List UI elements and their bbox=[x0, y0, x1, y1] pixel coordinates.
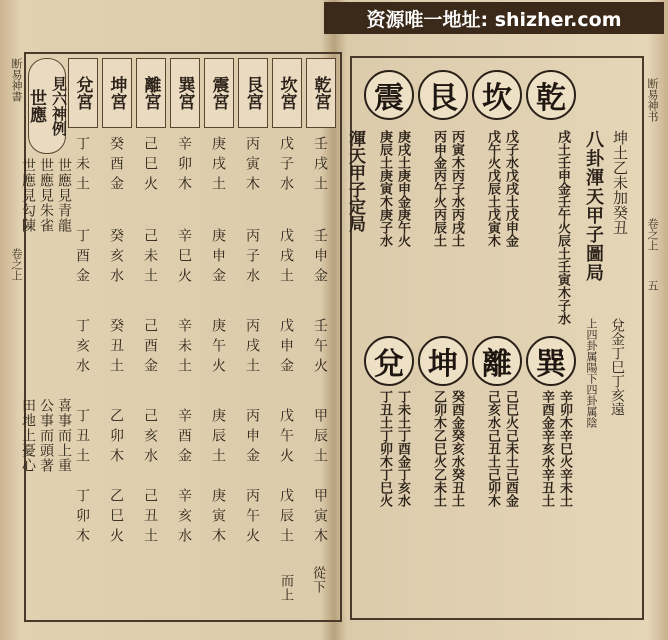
header-gen-label: 艮宮 bbox=[242, 76, 263, 110]
watermark-text: 资源唯一地址: shizher.com bbox=[366, 8, 622, 31]
dui-column-5: 丁卯木 bbox=[74, 488, 90, 548]
kun-column-1: 癸酉金 bbox=[108, 136, 124, 196]
header-li-label: 離宮 bbox=[140, 76, 161, 110]
qian-column-3: 壬午火 bbox=[312, 318, 328, 378]
qian-column-4: 甲辰土 bbox=[312, 408, 328, 468]
header-zhen-palace bbox=[204, 58, 234, 128]
kun-column-5: 乙巳火 bbox=[108, 488, 124, 548]
shi-ying-row-3: 世應見勾陳 bbox=[20, 158, 36, 233]
right-page bbox=[344, 18, 662, 630]
footer-right: 從下 bbox=[310, 566, 325, 594]
kun-column-4: 乙卯木 bbox=[108, 408, 124, 468]
qian-line-1: 坤土乙未加癸丑 bbox=[611, 130, 629, 235]
zhen-column-4: 庚辰土 bbox=[210, 408, 226, 468]
zhen-line-1: 庚戌土庚申金庚午火 bbox=[395, 130, 410, 247]
kun-column-2: 癸亥水 bbox=[108, 228, 124, 288]
left-page bbox=[8, 18, 338, 630]
dui-line-1: 丁未土丁酉金丁亥水 bbox=[395, 390, 410, 507]
header-kun-palace bbox=[102, 58, 132, 128]
gen-column-2: 丙子水 bbox=[244, 228, 260, 288]
yi-row-2: 公事而頭著 bbox=[38, 398, 54, 473]
kan-column-2: 戊戌土 bbox=[278, 228, 294, 288]
trigram-zhen-label: 震 bbox=[374, 81, 404, 116]
li-line-1: 己巳火己未土己酉金 bbox=[503, 390, 518, 507]
kan-column-4: 戊午火 bbox=[278, 408, 294, 468]
header-kun-label: 坤宮 bbox=[106, 76, 127, 110]
dui-column-1: 丁未土 bbox=[74, 136, 90, 196]
trigram-zhen bbox=[364, 70, 414, 120]
header-zhen-label: 震宮 bbox=[208, 76, 229, 110]
dui-column-4: 丁丑土 bbox=[74, 408, 90, 468]
xun-line-1: 辛卯木辛巳火辛未土 bbox=[557, 390, 572, 507]
qian-line-2: 戌土壬申金壬午火辰土壬寅木子水 bbox=[555, 130, 570, 325]
right-margin-volume: 卷之上 bbox=[646, 218, 659, 251]
footer-left: 而上 bbox=[278, 574, 293, 602]
gen-line-2: 丙申金丙午火丙辰土 bbox=[431, 130, 446, 247]
right-margin-title: 断易神书 bbox=[646, 78, 659, 122]
xun-line-2: 辛酉金辛亥水辛丑土 bbox=[539, 390, 554, 507]
gen-column-4: 丙申金 bbox=[244, 408, 260, 468]
dui-note: 兌金丁巳丁亥遠 bbox=[609, 318, 625, 416]
zhen-column-2: 庚申金 bbox=[210, 228, 226, 288]
dui-column-2: 丁酉金 bbox=[74, 228, 90, 288]
trigram-gen bbox=[418, 70, 468, 120]
xun-column-4: 辛酉金 bbox=[176, 408, 192, 468]
header-shi-ying bbox=[28, 58, 66, 154]
trigram-qian bbox=[526, 70, 576, 120]
qian-column-2: 壬申金 bbox=[312, 228, 328, 288]
li-column-4: 己亥水 bbox=[142, 408, 158, 468]
trigram-xun-label: 巽 bbox=[536, 347, 566, 382]
trigram-li bbox=[472, 336, 522, 386]
trigram-qian-label: 乾 bbox=[536, 81, 566, 116]
kan-column-5: 戊辰土 bbox=[278, 488, 294, 548]
qian-column-5: 甲寅木 bbox=[312, 488, 328, 548]
header-dui-palace bbox=[68, 58, 98, 128]
header-kan-palace bbox=[272, 58, 302, 128]
li-line-2: 己亥水己丑土己卯木 bbox=[485, 390, 500, 507]
kan-line-2: 戊午火戊辰土戊寅木 bbox=[485, 130, 500, 247]
trigram-dui bbox=[364, 336, 414, 386]
header-qian-label: 乾宮 bbox=[310, 76, 331, 110]
li-column-5: 己丑土 bbox=[142, 488, 158, 548]
shi-ying-row-2: 世應見朱雀 bbox=[38, 158, 54, 233]
zhen-column-5: 庚寅木 bbox=[210, 488, 226, 548]
li-column-3: 己酉金 bbox=[142, 318, 158, 378]
header-xun-label: 巽宮 bbox=[174, 76, 195, 110]
xun-column-3: 辛未土 bbox=[176, 318, 192, 378]
kun-column-3: 癸丑土 bbox=[108, 318, 124, 378]
trigram-kan-label: 坎 bbox=[482, 81, 512, 116]
left-margin-volume: 卷之上 bbox=[10, 248, 23, 281]
trigram-xun bbox=[526, 336, 576, 386]
header-li-palace bbox=[136, 58, 166, 128]
shi-ying-row-1: 世應見青龍 bbox=[56, 158, 72, 233]
trigram-li-label: 離 bbox=[482, 347, 512, 382]
trigram-kun bbox=[418, 336, 468, 386]
gen-line-1: 丙寅木丙子水丙戌土 bbox=[449, 130, 464, 247]
xun-column-2: 辛巳火 bbox=[176, 228, 192, 288]
xun-column-5: 辛亥水 bbox=[176, 488, 192, 548]
left-margin-title: 断易神書 bbox=[10, 58, 23, 102]
xun-column-1: 辛卯木 bbox=[176, 136, 192, 196]
kan-column-1: 戊子水 bbox=[278, 136, 294, 196]
chart-headline: 八卦渾天甲子圖局 bbox=[583, 130, 604, 282]
zhen-column-3: 庚午火 bbox=[210, 318, 226, 378]
yi-row-1: 喜事而上重 bbox=[56, 398, 72, 473]
zhen-column-1: 庚戌土 bbox=[210, 136, 226, 196]
gen-column-1: 丙寅木 bbox=[244, 136, 260, 196]
chart-headline-left: 渾天甲子定局 bbox=[345, 130, 365, 232]
gen-column-3: 丙戌土 bbox=[244, 318, 260, 378]
gen-column-5: 丙午火 bbox=[244, 488, 260, 548]
dui-line-2: 丁丑土丁卯木丁巳火 bbox=[377, 390, 392, 507]
header-xun-palace bbox=[170, 58, 200, 128]
header-six-spirits-label: 見六神例 bbox=[50, 76, 68, 136]
kun-line-2: 乙卯木乙巳火乙未土 bbox=[431, 390, 446, 507]
trigram-gen-label: 艮 bbox=[428, 81, 458, 116]
header-kan-label: 坎宮 bbox=[276, 76, 297, 110]
yin-yang-note: 上四卦属陽下四卦属陰 bbox=[585, 318, 598, 428]
header-shi-ying-label: 世應 bbox=[26, 89, 46, 123]
kun-line-1: 癸酉金癸亥水癸丑土 bbox=[449, 390, 464, 507]
header-gen-palace bbox=[238, 58, 268, 128]
kan-column-3: 戊申金 bbox=[278, 318, 294, 378]
trigram-kun-label: 坤 bbox=[428, 347, 458, 382]
li-column-2: 己未土 bbox=[142, 228, 158, 288]
header-qian-palace bbox=[306, 58, 336, 128]
yi-row-3: 田地上憂心 bbox=[20, 398, 36, 473]
trigram-dui-label: 兌 bbox=[374, 347, 404, 382]
header-dui-label: 兌宮 bbox=[72, 76, 93, 110]
zhen-line-2: 庚辰土庚寅木庚子水 bbox=[377, 130, 392, 247]
li-column-1: 己巳火 bbox=[142, 136, 158, 196]
trigram-kan bbox=[472, 70, 522, 120]
qian-column-1: 壬戌土 bbox=[312, 136, 328, 196]
right-margin-page: 五 bbox=[646, 280, 659, 291]
kan-line-1: 戊子水戊戌土戊申金 bbox=[503, 130, 518, 247]
dui-column-3: 丁亥水 bbox=[74, 318, 90, 378]
